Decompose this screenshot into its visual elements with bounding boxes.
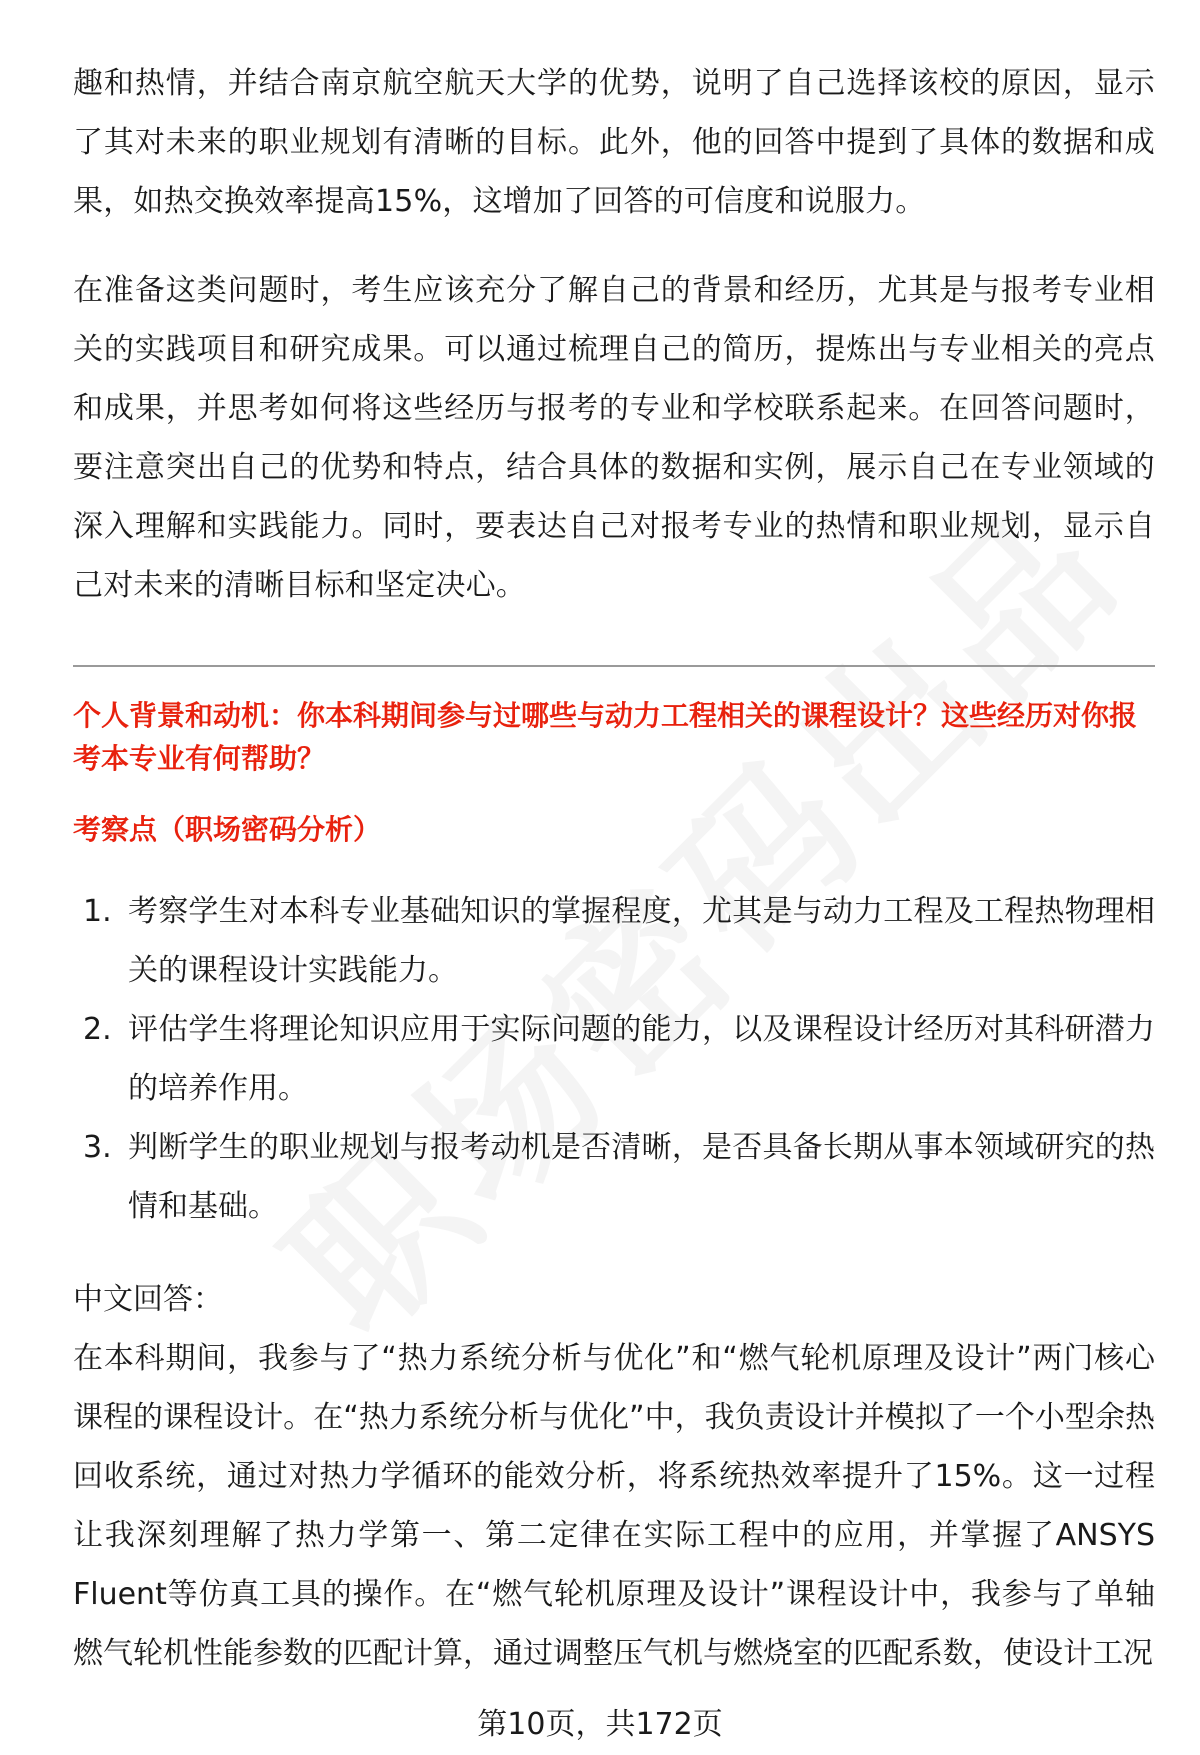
list-item-text: 判断学生的职业规划与报考动机是否清晰，是否具备长期从事本领域研究的热情和基础。	[128, 1130, 1155, 1224]
list-item-text: 评估学生将理论知识应用于实际问题的能力，以及课程设计经历对其科研潜力的培养作用。	[128, 1012, 1155, 1106]
list-item-number: 3.	[83, 1130, 112, 1165]
intro-paragraph-1: 趣和热情，并结合南京航空航天大学的优势，说明了自己选择该校的原因，显示了其对未来的职业规划有清晰的目标。此外，他的回答中提到了具体的数据和成果，如热交换效率提高15%，这增加了回答的可信度和说服力。	[73, 66, 1155, 219]
page-footer: 第10页，共172页	[477, 1707, 723, 1742]
list-item-text: 考察学生对本科专业基础知识的掌握程度，尤其是与动力工程及工程热物理相关的课程设计实践能力。	[128, 894, 1155, 988]
answer-paragraph: 在本科期间，我参与了“热力系统分析与优化”和“燃气轮机原理及设计”两门核心课程的课程设计。在“热力系统分析与优化”中，我负责设计并模拟了一个小型余热回收系统，通过对热力学循环的能效分析，将系统热效率提升了15%。这一过程让我深刻理解了热力学第一、第二定律在实际工程中的应用，并掌握了ANSYS Fluent等仿真工具的操作。在“燃气轮机原理及设计”课程设计中，我参与了单轴燃气轮机性能参数的匹配计算，通过调整压气机与燃烧室的匹配系数，使设计工况	[73, 1341, 1155, 1671]
list-item-number: 1.	[83, 894, 112, 929]
list-item	[73, 1000, 1155, 1118]
section-divider	[73, 665, 1155, 667]
intro-paragraph-2: 在准备这类问题时，考生应该充分了解自己的背景和经历，尤其是与报考专业相关的实践项目和研究成果。可以通过梳理自己的简历，提炼出与专业相关的亮点和成果，并思考如何将这些经历与报考的专业和学校联系起来。在回答问题时，要注意突出自己的优势和特点，结合具体的数据和实例，展示自己在专业领域的深入理解和实践能力。同时，要表达自己对报考专业的热情和职业规划，显示自己对未来的清晰目标和坚定决心。	[73, 273, 1155, 603]
analysis-points-list	[73, 882, 1155, 1236]
list-item	[73, 1118, 1155, 1236]
answer-label: 中文回答：	[73, 1282, 223, 1317]
analysis-subheading: 考察点（职场密码分析）	[73, 813, 382, 846]
question-heading: 个人背景和动机：你本科期间参与过哪些与动力工程相关的课程设计？这些经历对你报考本专业有何帮助？	[73, 699, 1138, 775]
list-item-number: 2.	[83, 1012, 112, 1047]
list-item	[73, 882, 1155, 1000]
intro-section	[73, 54, 1155, 615]
